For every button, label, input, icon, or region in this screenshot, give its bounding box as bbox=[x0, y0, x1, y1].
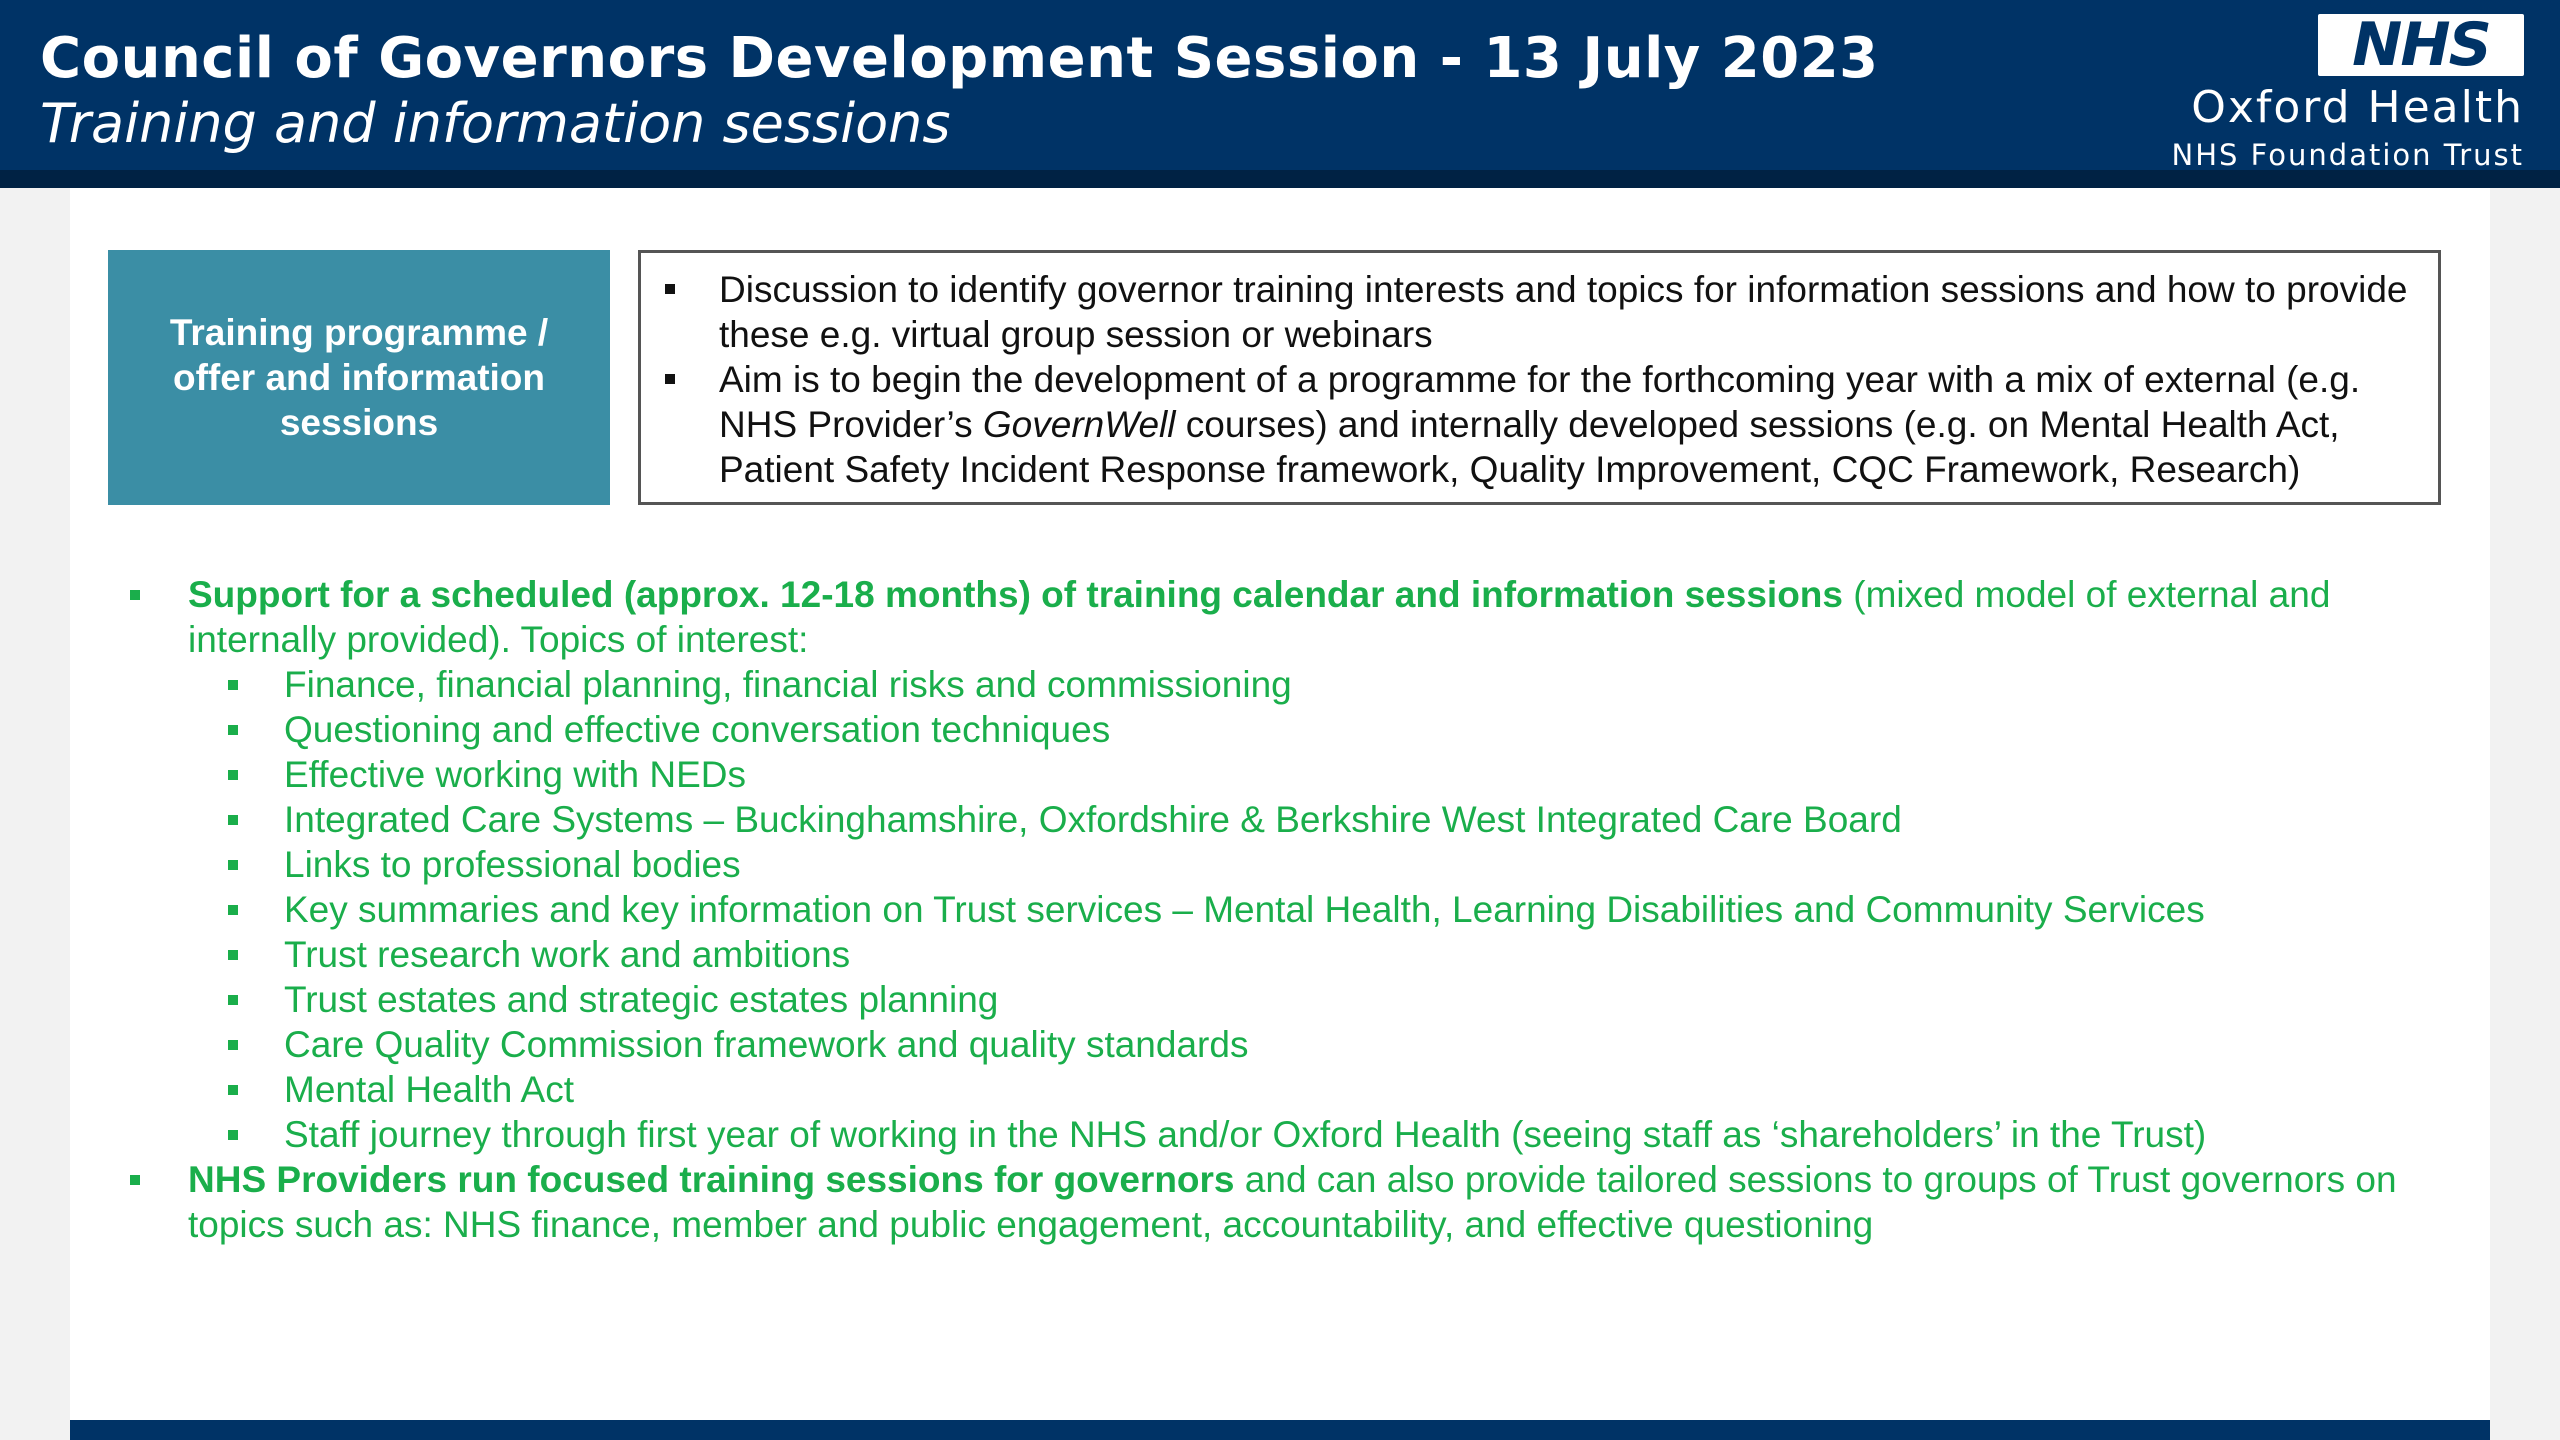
description-item bbox=[661, 267, 2414, 357]
point-2-rest: and can also provide tailored sessions to groups of Trust governors on topics such as: NHS finance, member and public engagement, accountability, and effective questioning bbox=[188, 1159, 2397, 1245]
description-text-1: Discussion to identify governor training interests and topics for information sessions and how to provide these e.g. virtual group session or webinars bbox=[719, 269, 2408, 355]
topic-item bbox=[130, 842, 2460, 887]
topic-item bbox=[130, 662, 2460, 707]
header-divider bbox=[0, 170, 2560, 188]
topic-text: Questioning and effective conversation techniques bbox=[284, 709, 1111, 750]
bullet-icon bbox=[228, 995, 238, 1005]
topic-item bbox=[130, 932, 2460, 977]
bullet-icon bbox=[665, 284, 675, 294]
topic-text: Effective working with NEDs bbox=[284, 754, 746, 795]
topic-text: Care Quality Commission framework and quality standards bbox=[284, 1024, 1249, 1065]
topic-text: Links to professional bodies bbox=[284, 844, 741, 885]
topic-text: Key summaries and key information on Trust services – Mental Health, Learning Disabilities and Community Services bbox=[284, 889, 2205, 930]
bullet-icon bbox=[228, 725, 238, 735]
bullet-icon bbox=[228, 1040, 238, 1050]
bullet-icon bbox=[228, 770, 238, 780]
topic-item bbox=[130, 887, 2460, 932]
bullet-icon bbox=[665, 374, 675, 384]
governwell-italic: GovernWell bbox=[982, 404, 1176, 445]
bullet-icon bbox=[228, 1130, 238, 1140]
section-label: Training programme / offer and information sessions bbox=[169, 312, 549, 443]
topic-item bbox=[130, 1067, 2460, 1112]
nhs-logo-text: NHS bbox=[2352, 10, 2490, 80]
topic-item bbox=[130, 752, 2460, 797]
bullet-icon bbox=[228, 950, 238, 960]
description-text-2-post: courses) and internally developed sessions (e.g. on Mental Health Act, Patient Safety Incident Response framework, Quality Improvement, CQC Framework, Research) bbox=[719, 404, 2340, 490]
slide-title: Council of Governors Development Session - 13 July 2023 bbox=[40, 26, 1879, 91]
bullet-icon bbox=[130, 590, 140, 600]
point-1-rest: (mixed model of external and internally provided). Topics of interest: bbox=[188, 574, 2331, 660]
list-item bbox=[130, 1157, 2460, 1247]
topic-text: Staff journey through first year of working in the NHS and/or Oxford Health (seeing staff as ‘shareholders’ in the Trust) bbox=[284, 1114, 2207, 1155]
topic-item bbox=[130, 1112, 2460, 1157]
description-text-2-pre: Aim is to begin the development of a programme for the forthcoming year with a mix of external (e.g. NHS Provider’s bbox=[719, 359, 2361, 445]
topic-text: Finance, financial planning, financial risks and commissioning bbox=[284, 664, 1292, 705]
list-item bbox=[130, 572, 2460, 662]
bullet-icon bbox=[228, 680, 238, 690]
org-name: Oxford Health bbox=[2191, 82, 2524, 133]
topic-text: Trust research work and ambitions bbox=[284, 934, 851, 975]
footer-bar bbox=[70, 1420, 2490, 1440]
topics-list bbox=[130, 572, 2460, 1247]
nhs-logo bbox=[2318, 10, 2524, 80]
point-2-bold: NHS Providers run focused training sessions for governors bbox=[188, 1159, 1235, 1200]
org-subtitle: NHS Foundation Trust bbox=[2171, 138, 2524, 172]
topic-item bbox=[130, 707, 2460, 752]
slide-subtitle: Training and information sessions bbox=[40, 92, 951, 155]
bullet-icon bbox=[228, 815, 238, 825]
section-label-box bbox=[108, 250, 610, 505]
bullet-icon bbox=[228, 905, 238, 915]
bullet-icon bbox=[228, 1085, 238, 1095]
topic-text: Integrated Care Systems – Buckinghamshire, Oxfordshire & Berkshire West Integrated Care Board bbox=[284, 799, 1902, 840]
topic-text: Mental Health Act bbox=[284, 1069, 574, 1110]
bullet-icon bbox=[228, 860, 238, 870]
topic-item bbox=[130, 797, 2460, 842]
topic-text: Trust estates and strategic estates planning bbox=[284, 979, 999, 1020]
description-box bbox=[638, 250, 2441, 505]
point-1-bold: Support for a scheduled (approx. 12-18 months) of training calendar and information sessions bbox=[188, 574, 1843, 615]
description-item bbox=[661, 357, 2414, 492]
topic-item bbox=[130, 977, 2460, 1022]
topic-item bbox=[130, 1022, 2460, 1067]
bullet-icon bbox=[130, 1175, 140, 1185]
